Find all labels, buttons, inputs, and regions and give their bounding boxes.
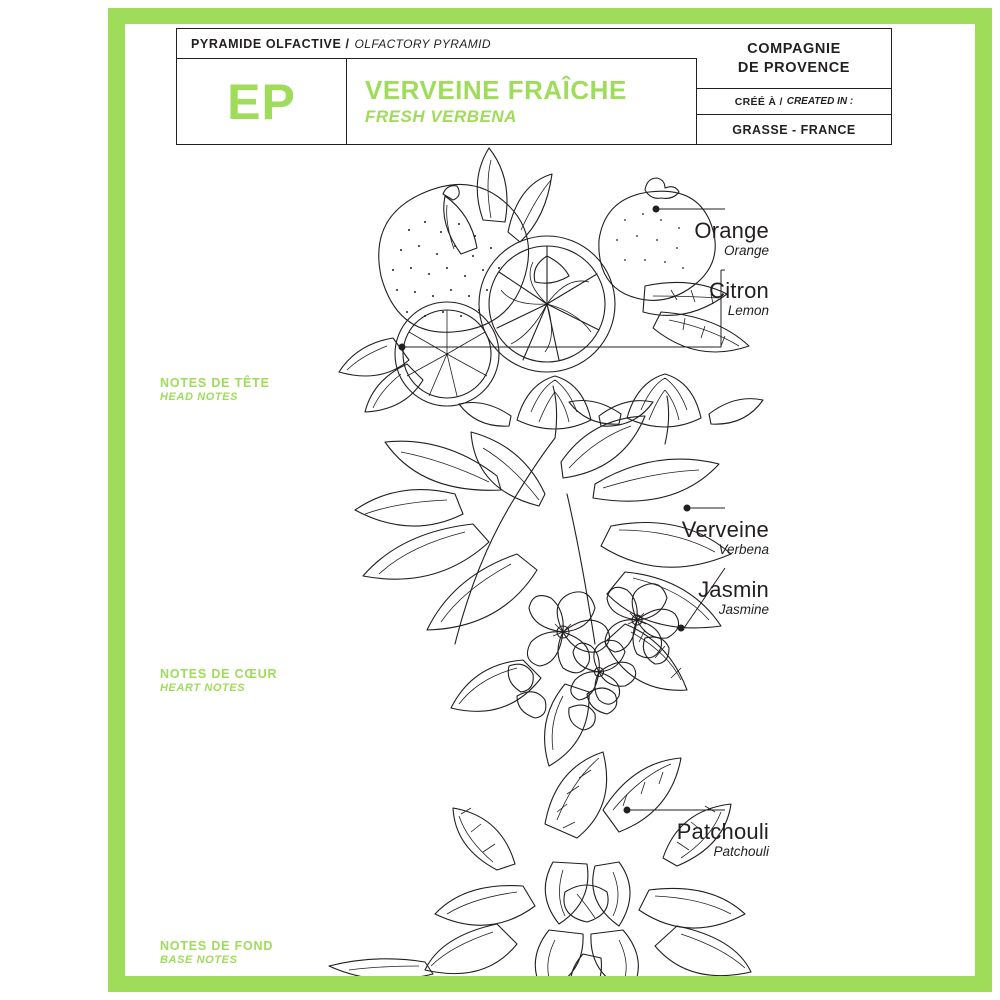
product-name-en: FRESH VERBENA [365,107,517,127]
section-label-base-en: BASE NOTES [160,954,238,966]
header-section-title-fr: PYRAMIDE OLFACTIVE / [191,36,350,51]
brand-line-2: DE PROVENCE [737,59,851,76]
callout-citron-en: Lemon [727,303,769,319]
callout-citron [625,279,769,319]
callout-patchouli-fr: Patchouli [676,819,769,844]
patchouli-illustration [329,752,751,976]
callout-verveine-en: Verbena [718,542,769,558]
callout-orange-fr: Orange [694,218,769,243]
illustration-layer [125,24,975,976]
section-label-head [160,376,270,404]
city-value: GRASSE - FRANCE [732,122,856,137]
brand-line-1: COMPAGNIE [747,41,841,58]
header-block [176,28,892,145]
callout-verveine [615,518,769,558]
section-label-head-en: HEAD NOTES [160,391,239,403]
callout-verveine-fr: Verveine [681,517,769,542]
product-code: EP [227,73,296,130]
product-name-fr: VERVEINE FRAÎCHE [365,74,627,105]
section-label-heart-en: HEART NOTES [160,682,246,694]
green-border-frame [108,8,992,992]
section-label-heart [160,667,277,695]
white-sheet [125,24,975,976]
header-section-title-en: OLFACTORY PYRAMID [354,36,491,51]
verbena-jasmine-illustration [355,374,763,766]
header-section-title [177,29,697,59]
callout-orange [625,219,769,259]
created-in-label-fr: CRÉÉ À / [734,95,783,108]
callout-patchouli-en: Patchouli [713,844,769,860]
section-label-head-fr: NOTES DE TÊTE [160,376,270,390]
created-in-city [697,115,891,144]
section-label-heart-fr: NOTES DE CŒUR [160,667,278,681]
product-code-box [177,59,347,144]
section-label-base-fr: NOTES DE FOND [160,939,274,953]
callout-citron-fr: Citron [709,278,769,303]
leader-lines-base [624,807,726,814]
created-in-label-en: CREATED IN : [786,96,854,107]
product-name-box [347,59,697,144]
callout-jasmin-fr: Jasmin [698,577,769,602]
callout-orange-en: Orange [723,243,769,259]
callout-patchouli [615,820,769,860]
brand-box [697,29,891,89]
section-label-base [160,939,273,967]
callout-jasmin-en: Jasmine [718,602,769,618]
created-in-label [697,89,891,115]
callout-jasmin [615,578,769,618]
